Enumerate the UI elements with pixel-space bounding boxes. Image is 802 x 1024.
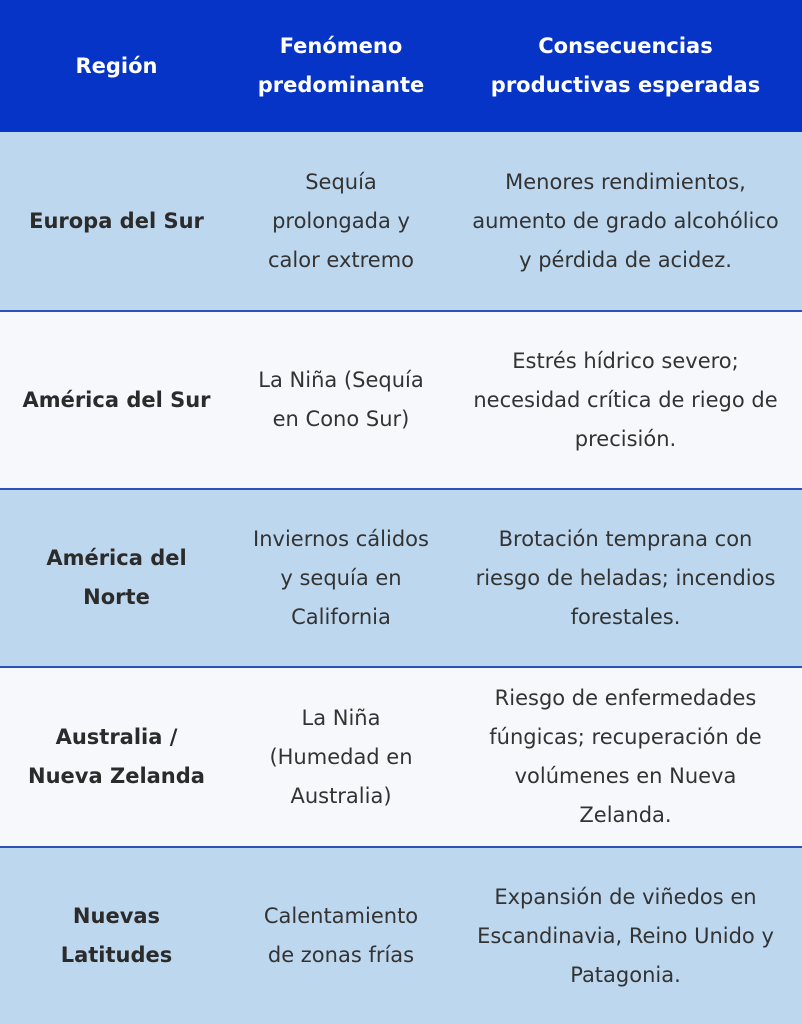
row-2-phenomenon: La Niña (Sequía en Cono Sur) — [233, 310, 449, 488]
row-3-region: América del Norte — [0, 488, 233, 666]
header-phenomenon: Fenómeno predominante — [233, 0, 449, 132]
row-3-phenomenon: Inviernos cálidos y sequía en California — [233, 488, 449, 666]
row-5-phenomenon: Calentamiento de zonas frías — [233, 846, 449, 1024]
row-1-consequences: Menores rendimientos, aumento de grado alcohólico y pérdida de acidez. — [449, 132, 802, 310]
header-consequences: Consecuencias productivas esperadas — [449, 0, 802, 132]
row-5-region: Nuevas Latitudes — [0, 846, 233, 1024]
row-2-region: América del Sur — [0, 310, 233, 488]
row-5-consequences: Expansión de viñedos en Escandinavia, Reino Unido y Patagonia. — [449, 846, 802, 1024]
row-2-consequences: Estrés hídrico severo; necesidad crítica de riego de precisión. — [449, 310, 802, 488]
row-3-consequences: Brotación temprana con riesgo de heladas; incendios forestales. — [449, 488, 802, 666]
row-4-phenomenon: La Niña (Humedad en Australia) — [233, 666, 449, 846]
row-1-phenomenon: Sequía prolongada y calor extremo — [233, 132, 449, 310]
header-region: Región — [0, 0, 233, 132]
row-4-consequences: Riesgo de enfermedades fúngicas; recuperación de volúmenes en Nueva Zelanda. — [449, 666, 802, 846]
row-4-region: Australia / Nueva Zelanda — [0, 666, 233, 846]
row-1-region: Europa del Sur — [0, 132, 233, 310]
